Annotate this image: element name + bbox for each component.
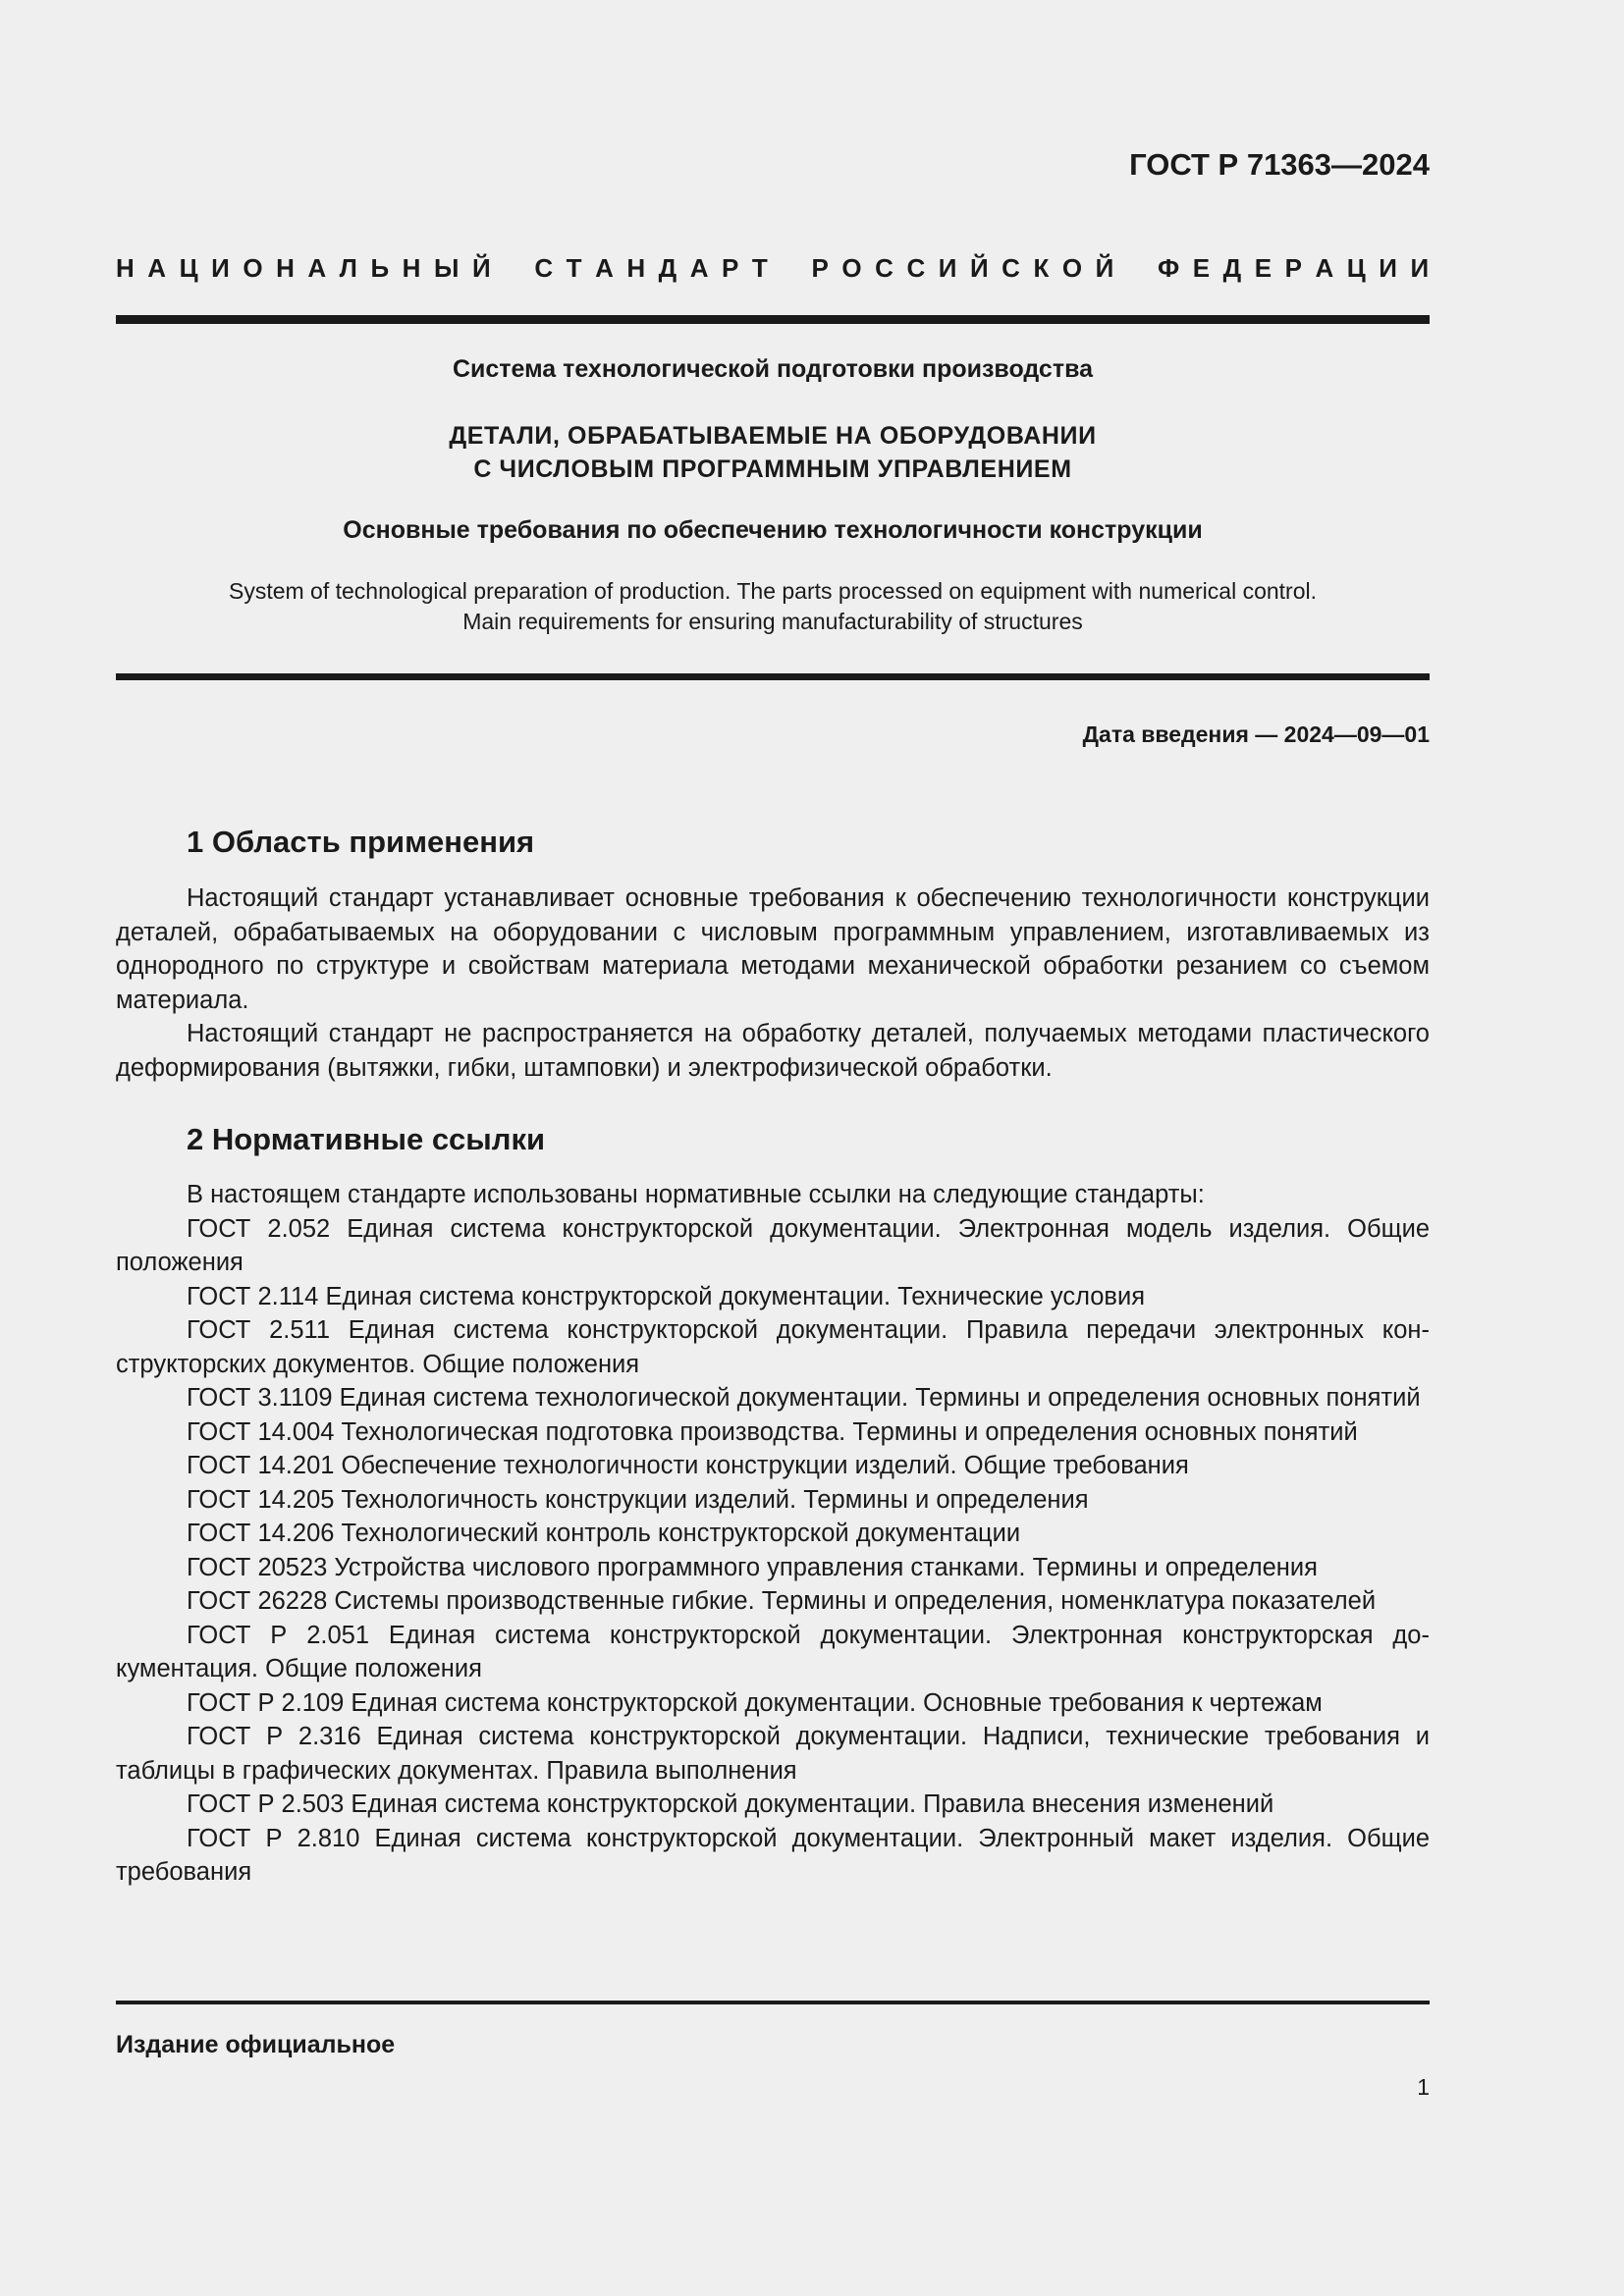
title-divider	[116, 673, 1430, 680]
paragraph: Настоящий стандарт не распространяется на обработку деталей, получаемых методами пластического деформирования (вытяжки, гибки, штамповки) и электрофизической обработки.	[116, 1020, 1430, 1082]
official-edition-label: Издание официальное	[116, 2031, 396, 2058]
system-title: Система технологической подготовки производства	[452, 355, 1094, 383]
reference-item: ГОСТ 2.114 Единая система конструкторской документации. Технические условия	[187, 1282, 1146, 1310]
page-number: 1	[1417, 2074, 1430, 2100]
paragraph: Настоящий стандарт устанавливает основные требования к обеспечению технологичности конструкции деталей, обрабатываемых на оборудовании с числовым программным управлением, изготавливаемых из однородного по структуре и свойствам материала методами механической обработки резанием со съемом материала.	[116, 884, 1430, 1014]
reference-item: ГОСТ Р 2.109 Единая система конструкторской документации. Основные требования к чертежам	[187, 1688, 1323, 1717]
national-standard-text: Н А Ц И О Н А Л Ь Н Ы Й С Т А Н Д А Р Т Р О С С И Й С К О Й Ф Е Д Е Р А Ц И И	[116, 253, 1430, 283]
top-divider	[116, 315, 1430, 324]
intro-date: Дата введения — 2024—09—01	[1082, 721, 1430, 747]
reference-item: ГОСТ Р 2.316 Единая система конструкторской документации. Надписи, технические требования и таблицы в графических документах. Правила выполнения	[116, 1723, 1430, 1785]
subtitle: Основные требования по обеспечению технологичности конструкции	[343, 516, 1203, 544]
reference-item: ГОСТ 14.205 Технологичность конструкции изделий. Термины и определения	[187, 1485, 1089, 1514]
gost-code: ГОСТ Р 71363—2024	[1129, 147, 1430, 182]
reference-item: ГОСТ 14.201 Обеспечение технологичности конструкции изделий. Общие требования	[187, 1452, 1189, 1479]
section-1-body	[116, 881, 1430, 1085]
main-title	[116, 419, 1430, 486]
english-title-line-1: System of technological preparation of production. The parts processed on equipment with numerical control.	[228, 578, 1318, 604]
reference-item: ГОСТ 2.511 Единая система конструкторской документации. Правила передачи электронных конструкторских документов. Общие положения	[116, 1316, 1430, 1378]
reference-item: ГОСТ Р 2.051 Единая система конструкторской документации. Электронная конструкторская документация. Общие положения	[116, 1621, 1430, 1682]
reference-item: ГОСТ 14.004 Технологическая подготовка производства. Термины и определения основных понятий	[187, 1417, 1358, 1446]
section-1-heading: 1 Область применения	[187, 825, 535, 859]
national-standard-banner	[116, 253, 1430, 284]
reference-item: ГОСТ 2.052 Единая система конструкторской документации. Электронная модель изделия. Общие положения	[116, 1214, 1430, 1276]
reference-item: ГОСТ Р 2.503 Единая система конструкторской документации. Правила внесения изменений	[187, 1790, 1274, 1818]
reference-item: ГОСТ 3.1109 Единая система технологической документации. Термины и определения основных понятий	[187, 1384, 1421, 1412]
reference-item: ГОСТ 14.206 Технологический контроль конструкторской документации	[187, 1520, 1021, 1547]
paragraph: В настоящем стандарте использованы нормативные ссылки на следующие стандарты:	[187, 1181, 1205, 1208]
main-title-line-2: С ЧИСЛОВЫМ ПРОГРАММНЫМ УПРАВЛЕНИЕМ	[473, 455, 1072, 483]
reference-item: ГОСТ 20523 Устройства числового программного управления станками. Термины и определения	[187, 1553, 1318, 1581]
footer-divider	[116, 2001, 1430, 2004]
section-2-body	[116, 1178, 1430, 1890]
section-2-heading: 2 Нормативные ссылки	[187, 1122, 546, 1156]
english-title	[116, 576, 1430, 637]
english-title-line-2: Main requirements for ensuring manufacturability of structures	[462, 609, 1083, 634]
reference-item: ГОСТ 26228 Системы производственные гибкие. Термины и определения, номенклатура показателей	[187, 1587, 1377, 1615]
main-title-line-1: ДЕТАЛИ, ОБРАБАТЫВАЕМЫЕ НА ОБОРУДОВАНИИ	[449, 422, 1097, 450]
reference-item: ГОСТ Р 2.810 Единая система конструкторской документации. Электронный макет изделия. Общие требования	[116, 1824, 1430, 1886]
